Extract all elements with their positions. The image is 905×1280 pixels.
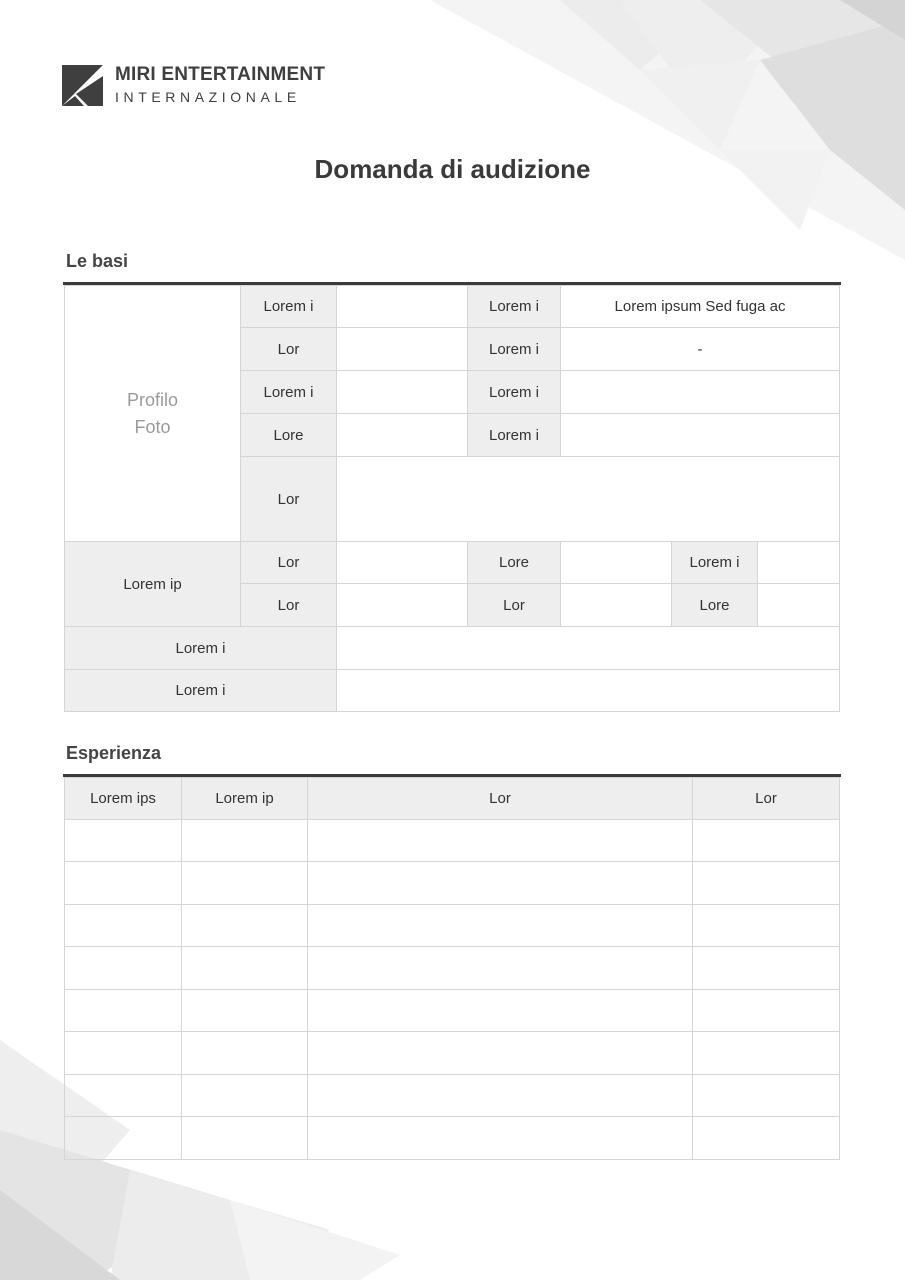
field-value[interactable] <box>561 414 840 457</box>
field-label: Lore <box>468 542 561 584</box>
table-cell[interactable] <box>182 820 308 862</box>
table-cell[interactable] <box>308 990 693 1032</box>
table-cell[interactable] <box>308 1032 693 1075</box>
field-value[interactable] <box>337 542 468 584</box>
field-value[interactable] <box>337 584 468 627</box>
table-cell[interactable] <box>693 990 840 1032</box>
table-cell[interactable] <box>693 820 840 862</box>
field-value[interactable]: Lorem ipsum Sed fuga ac <box>561 286 840 328</box>
field-label: Lorem i <box>241 371 337 414</box>
table-cell[interactable] <box>182 1117 308 1160</box>
table-cell[interactable] <box>693 862 840 905</box>
field-value[interactable] <box>758 542 840 584</box>
table-cell[interactable] <box>693 1032 840 1075</box>
group-label: Lorem ip <box>65 542 241 627</box>
field-value[interactable] <box>561 371 840 414</box>
table-cell[interactable] <box>65 1075 182 1117</box>
field-value[interactable] <box>337 414 468 457</box>
column-header: Lor <box>308 778 693 820</box>
table-row <box>65 1075 840 1117</box>
table-cell[interactable] <box>693 905 840 947</box>
column-header: Lorem ip <box>182 778 308 820</box>
field-label: Lorem i <box>468 328 561 371</box>
field-value-wide[interactable] <box>337 457 840 542</box>
table-cell[interactable] <box>308 905 693 947</box>
table-cell[interactable] <box>693 1117 840 1160</box>
table-row <box>65 1032 840 1075</box>
table-row <box>65 990 840 1032</box>
field-value[interactable] <box>337 371 468 414</box>
field-label: Lorem i <box>65 627 337 670</box>
table-cell[interactable] <box>182 990 308 1032</box>
field-label: Lore <box>672 584 758 627</box>
field-value[interactable] <box>337 328 468 371</box>
field-value[interactable] <box>561 584 672 627</box>
table-row <box>65 862 840 905</box>
field-label: Lorem i <box>241 286 337 328</box>
experience-header-row <box>65 778 840 820</box>
table-row <box>65 947 840 990</box>
table-cell[interactable] <box>65 990 182 1032</box>
table-row <box>65 905 840 947</box>
document-title: Domanda di audizione <box>314 154 591 184</box>
field-label: Lor <box>241 542 337 584</box>
table-cell[interactable] <box>65 1032 182 1075</box>
field-value[interactable] <box>337 286 468 328</box>
field-value[interactable] <box>758 584 840 627</box>
basics-row <box>65 542 840 584</box>
field-value-wide[interactable] <box>337 670 840 712</box>
photo-label-line2: Foto <box>134 416 171 437</box>
table-cell[interactable] <box>65 947 182 990</box>
table-cell[interactable] <box>308 862 693 905</box>
basics-row <box>65 286 840 328</box>
field-label: Lor <box>468 584 561 627</box>
table-cell[interactable] <box>65 905 182 947</box>
table-cell[interactable] <box>182 947 308 990</box>
profile-photo-placeholder[interactable] <box>65 286 241 542</box>
basics-row <box>65 627 840 670</box>
field-label: Lor <box>241 584 337 627</box>
field-label: Lore <box>241 414 337 457</box>
photo-label-line1: Profilo <box>126 389 179 410</box>
field-label: Lor <box>241 328 337 371</box>
field-value[interactable]: - <box>561 328 840 371</box>
basics-row <box>65 670 840 712</box>
table-cell[interactable] <box>182 1075 308 1117</box>
field-label: Lorem i <box>468 414 561 457</box>
field-label: Lorem i <box>65 670 337 712</box>
field-label: Lorem i <box>468 371 561 414</box>
brand-subtitle: INTERNAZIONALE <box>115 89 301 105</box>
table-cell[interactable] <box>182 905 308 947</box>
table-row <box>65 1117 840 1160</box>
brand-name: MIRI ENTERTAINMENT <box>115 64 326 85</box>
field-label: Lorem i <box>468 286 561 328</box>
field-label: Lor <box>241 457 337 542</box>
table-cell[interactable] <box>65 820 182 862</box>
table-cell[interactable] <box>693 947 840 990</box>
field-label: Lorem i <box>672 542 758 584</box>
table-cell[interactable] <box>65 1117 182 1160</box>
table-cell[interactable] <box>182 862 308 905</box>
table-cell[interactable] <box>308 820 693 862</box>
column-header: Lorem ips <box>65 778 182 820</box>
table-cell[interactable] <box>693 1075 840 1117</box>
table-cell[interactable] <box>308 1117 693 1160</box>
section-heading-experience: Esperienza <box>66 743 162 763</box>
column-header: Lor <box>693 778 840 820</box>
table-cell[interactable] <box>308 1075 693 1117</box>
field-value[interactable] <box>561 542 672 584</box>
table-cell[interactable] <box>308 947 693 990</box>
field-value-wide[interactable] <box>337 627 840 670</box>
section-heading-basics: Le basi <box>66 251 129 271</box>
company-logo <box>62 65 325 106</box>
table-row <box>65 820 840 862</box>
basics-table <box>64 285 840 712</box>
table-cell[interactable] <box>65 862 182 905</box>
logo-mark-icon <box>62 65 103 106</box>
table-cell[interactable] <box>182 1032 308 1075</box>
experience-table <box>64 777 840 1160</box>
